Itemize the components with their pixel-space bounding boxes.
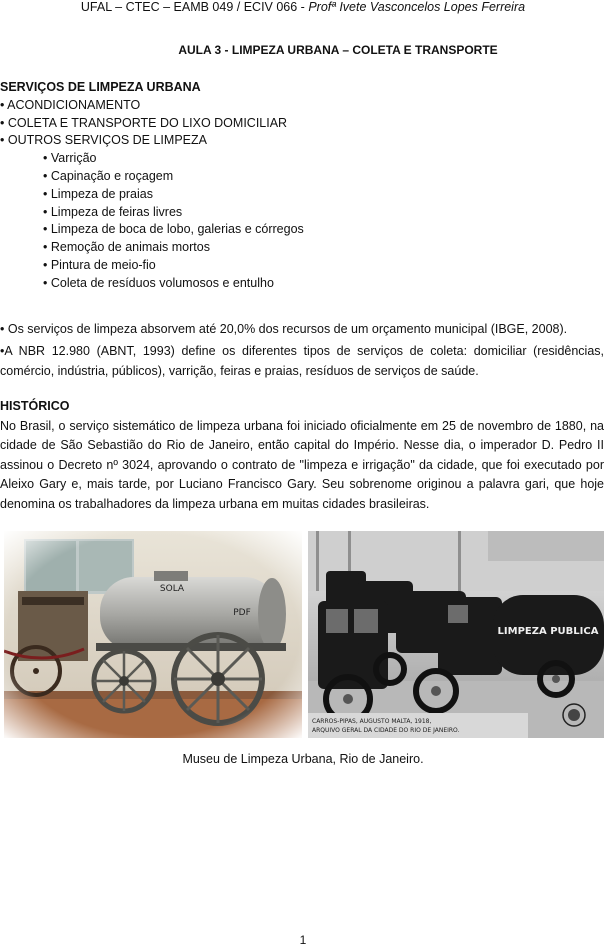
note-nbr: •A NBR 12.980 (ABNT, 1993) define os diferentes tipos de serviços de coleta: domiciliar (residências, comércio, indústria, públicos), varrição, feiras e praias, resíduos de serviços de saúde. (0, 344, 604, 378)
services-title: SERVIÇOS DE LIMPEZA URBANA (0, 80, 201, 94)
services-list (0, 79, 600, 293)
page-number: 1 (299, 933, 307, 947)
historico-text: No Brasil, o serviço sistemático de limpeza urbana foi iniciado oficialmente em 25 de novembro de 1880, na cidade de São Sebastião do Rio de Janeiro, então capital do Império. Nesse dia, o imperador D. Pedro II assinou o Decreto nº 3024, aprovando o contrato de "limpeza e irrigação" da cidade, que foi executado por Aleixo Gary e, mais tarde, por Luciano Francisco Gary. Seu sobrenome originou a palavra gari, que hoje denomina os trabalhadores da limpeza urbana em muitas cidades brasileiras. (0, 418, 604, 511)
historic-trucks-photo (308, 531, 604, 738)
list-subitem: • Limpeza de boca de lobo, galerias e córregos (43, 222, 304, 237)
truck-label: LIMPEZA PUBLICA (497, 626, 599, 637)
photo-credit-line2: ARQUIVO GERAL DA CIDADE DO RIO DE JANEIRO. (312, 727, 460, 734)
list-subitem: • Varrição (43, 151, 97, 166)
museum-cart-photo (4, 531, 302, 738)
list-subitem: • Capinação e roçagem (43, 168, 174, 183)
photo-credit-line1: CARROS-PIPAS, AUGUSTO MALTA, 1918, (312, 718, 432, 725)
list-item: • ACONDICIONAMENTO (0, 97, 141, 112)
list-subitem: • Coleta de resíduos volumosos e entulho (43, 275, 274, 290)
list-subitem: • Pintura de meio-fio (43, 257, 156, 272)
photo-caption: Museu de Limpeza Urbana, Rio de Janeiro. (182, 752, 424, 766)
list-subitem: • Limpeza de praias (43, 186, 153, 201)
historico-title: HISTÓRICO (0, 399, 70, 413)
historico-section (0, 397, 604, 514)
lesson-title: AULA 3 - LIMPEZA URBANA – COLETA E TRANSPORTE (178, 43, 498, 57)
header-course: UFAL – CTEC – EAMB 049 / ECIV 066 - (80, 0, 309, 14)
list-subitem: • Limpeza de feiras livres (43, 204, 183, 219)
header-author: Profª Ivete Vasconcelos Lopes Ferreira (308, 0, 526, 14)
note-budget: • Os serviços de limpeza absorvem até 20,0% dos recursos de um orçamento municipal (IBGE, 2008). (0, 322, 568, 336)
list-item: • COLETA E TRANSPORTE DO LIXO DOMICILIAR (0, 115, 288, 130)
list-subitem: • Remoção de animais mortos (43, 240, 210, 255)
page-header (0, 0, 606, 14)
list-item: • OUTROS SERVIÇOS DE LIMPEZA (0, 133, 207, 148)
